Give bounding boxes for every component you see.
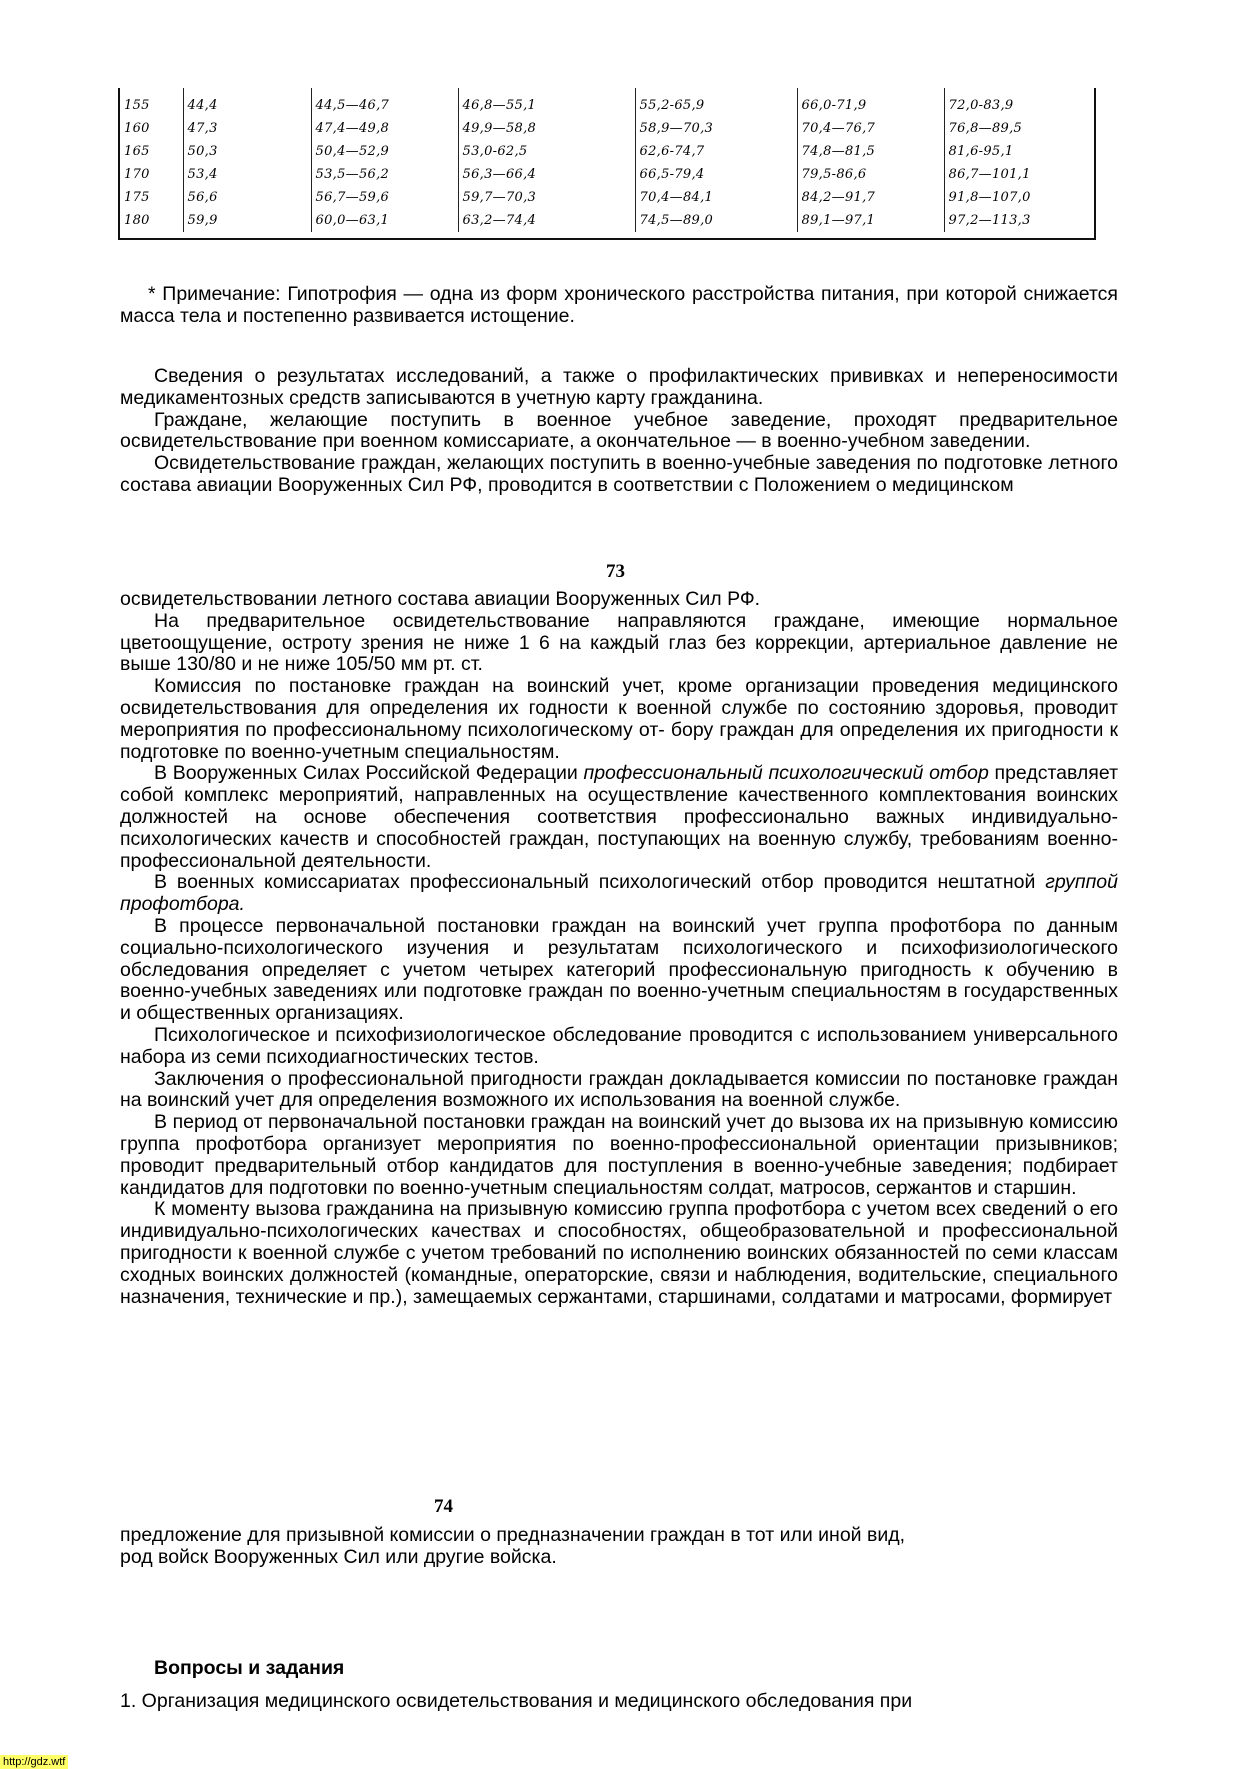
- table-cell: 66,0-71,9: [797, 94, 944, 117]
- text-block-3: [120, 1525, 1118, 1569]
- table-cell: 97,2—113,3: [948, 213, 1031, 228]
- question-list: [120, 1691, 1118, 1713]
- table-cell: 155: [120, 94, 183, 117]
- table-cell: 56,3—66,4: [458, 163, 635, 186]
- question-item: 1. Организация медицинского освидетельствования и медицинского обследования при: [120, 1690, 913, 1712]
- table-cell: 62,6-74,7: [635, 140, 797, 163]
- paragraph: Комиссия по постановке граждан на воинский учет, кроме организации проведения медицинского освидетельствования для определения их годности к военной службе по состоянию здоровья, проводит мероприятия по профессиональному психологическому от- бору граждан для определения их пригодности к подготовке по военно-учетным специальностям.: [120, 675, 1118, 763]
- table-cell: 76,8—89,5: [948, 121, 1023, 136]
- table-row: [120, 186, 1098, 209]
- table-cell: 84,2—91,7: [797, 186, 944, 209]
- table-cell: 72,0-83,9: [948, 98, 1014, 113]
- weight-norms-grid: [120, 88, 1098, 232]
- paragraph: В период от первоначальной постановки граждан на воинский учет до вызова их на призывную комиссию группа профотбора организует мероприятия по военно-профессиональной ориентации призывников; проводит предварительный отбор кандидатов для поступления в военно-учебные заведения; подбирает кандидатов для подготовки по военно-учетным специальностям солдат, матросов, сержантов и старшин.: [120, 1111, 1118, 1199]
- table-cell: 44,4: [183, 94, 311, 117]
- paragraph: На предварительное освидетельствование направляются граждане, имеющие нормальное цветоощущение, остроту зрения не ниже 1 6 на каждый глаз без коррекции, артериальное давление не выше 130/80 и не ниже 105/50 мм рт. ст.: [120, 609, 1118, 676]
- paragraph: Психологическое и психофизиологическое обследование проводится с использованием универсального набора из семи психодиагностических тестов.: [120, 1023, 1118, 1068]
- table-row: [120, 94, 1098, 117]
- section-heading: Вопросы и задания: [154, 1657, 345, 1679]
- term-italic: группой профотбора.: [120, 871, 1118, 916]
- table-cell: 70,4—76,7: [797, 117, 944, 140]
- table-row: [120, 163, 1098, 186]
- text-block-2: [120, 589, 1118, 1308]
- table-cell: 46,8—55,1: [458, 94, 635, 117]
- table-cell: 50,3: [183, 140, 311, 163]
- table-cell: 47,4—49,8: [311, 117, 458, 140]
- paragraph: Сведения о результатах исследований, а также о профилактических прививках и непереносимости медикаментозных средств записываются в учетную карту гражданина.: [120, 365, 1118, 409]
- table-cell: 56,6: [183, 186, 311, 209]
- table-cell: 56,7—59,6: [311, 186, 458, 209]
- table-cell: 74,5—89,0: [635, 209, 797, 232]
- table-cell: 49,9—58,8: [458, 117, 635, 140]
- table-row: [120, 140, 1098, 163]
- table-cell: 50,4—52,9: [311, 140, 458, 163]
- table-cell: 74,8—81,5: [797, 140, 944, 163]
- paragraph: освидетельствовании летного состава авиации Вооруженных Сил РФ.: [120, 588, 761, 610]
- table-cell: 63,2—74,4: [458, 209, 635, 232]
- table-cell: 79,5-86,6: [797, 163, 944, 186]
- paragraph: [120, 872, 1118, 916]
- paragraph: В процессе первоначальной постановки граждан на воинский учет группа профотбора по данным социально-психологического изучения и результатам психологического и психофизиологического обследования определяет с учетом четырех категорий профессиональную пригодность к обучению в военно-учебных заведениях или подготовке граждан по военно-учетным специальностям в государственных и общественных организациях.: [120, 914, 1118, 1025]
- table-cell: 180: [120, 209, 183, 232]
- table-cell: 53,4: [183, 163, 311, 186]
- table-cell: 175: [120, 186, 183, 209]
- paragraph: К моменту вызова гражданина на призывную комиссию группа профотбора с учетом всех сведений о его индивидуально-психологических качествах и способностях, общеобразовательной и профессиональной пригодности к военной службе с учетом требований по исполнению воинских обязанностей по семи классам сходных воинских должностей (командные, операторские, связи и наблюдения, водительские, специального назначения, технические и пр.), замещаемых сержантами, старшинами, солдатами и матросами, формирует: [120, 1198, 1118, 1308]
- text-block-1: [120, 366, 1118, 497]
- table-row: [120, 209, 1098, 232]
- paragraph: Граждане, желающие поступить в военное учебное заведение, проходят предварительное освидетельствование при военном комиссариате, а окончательное — в военно-учебном заведении.: [120, 408, 1118, 453]
- table-cell: 91,8—107,0: [948, 190, 1031, 205]
- table-cell: 47,3: [183, 117, 311, 140]
- paragraph-text: представляет собой комплекс мероприятий, направленных на осуществление качественного комплектования воинских должностей на основе обеспечения соответствия профессионально важных индивидуально-психологических качеств и способностей граждан, поступающих на военную службу, требованиям военно-профессиональной деятельности.: [120, 762, 1118, 872]
- table-cell: 81,6-95,1: [948, 144, 1014, 159]
- table-cell: 160: [120, 117, 183, 140]
- footnote-text: * Примечание: Гипотрофия — одна из форм хронического расстройства питания, при которой снижается масса тела и постепенно развивается истощение.: [120, 283, 1118, 327]
- table-cell: 170: [120, 163, 183, 186]
- page-number: 74: [434, 1496, 453, 1517]
- table-cell: 53,5—56,2: [311, 163, 458, 186]
- paragraph-text: В Вооруженных Силах Российской Федерации: [154, 762, 584, 785]
- term-italic: профессиональный психологический отбор: [583, 762, 989, 785]
- table-cell: 44,5—46,7: [311, 94, 458, 117]
- source-watermark: http://gdz.wtf: [0, 1755, 68, 1769]
- paragraph: Освидетельствование граждан, желающих поступить в военно-учебные заведения по подготовке летного состава авиации Вооруженных Сил РФ, проводится в соответствии с Положением о медицинском: [120, 452, 1118, 496]
- weight-norms-table: [118, 88, 1096, 240]
- paragraph-line: род войск Вооруженных Сил или другие войска.: [120, 1545, 557, 1568]
- page-number: 73: [606, 561, 625, 582]
- table-cell: 66,5-79,4: [635, 163, 797, 186]
- table-cell: 58,9—70,3: [635, 117, 797, 140]
- paragraph-text: В военных комиссариатах профессиональный психологический отбор проводится нештатной: [154, 871, 1046, 894]
- table-cell: 89,1—97,1: [797, 209, 944, 232]
- table-cell: 165: [120, 140, 183, 163]
- table-cell: 60,0—63,1: [311, 209, 458, 232]
- paragraph: [120, 763, 1118, 872]
- footnote: [120, 284, 1118, 328]
- table-row: [120, 117, 1098, 140]
- paragraph: Заключения о профессиональной пригодности граждан докладывается комиссии по постановке граждан на воинский учет для определения возможного их использования на военной службе.: [120, 1067, 1118, 1112]
- table-cell: 55,2-65,9: [635, 94, 797, 117]
- paragraph-line: предложение для призывной комиссии о предназначении граждан в тот или иной вид,: [120, 1524, 906, 1546]
- table-cell: 53,0-62,5: [458, 140, 635, 163]
- table-cell: 59,9: [183, 209, 311, 232]
- table-cell: 70,4—84,1: [635, 186, 797, 209]
- table-cell: 86,7—101,1: [948, 167, 1031, 182]
- table-cell: 59,7—70,3: [458, 186, 635, 209]
